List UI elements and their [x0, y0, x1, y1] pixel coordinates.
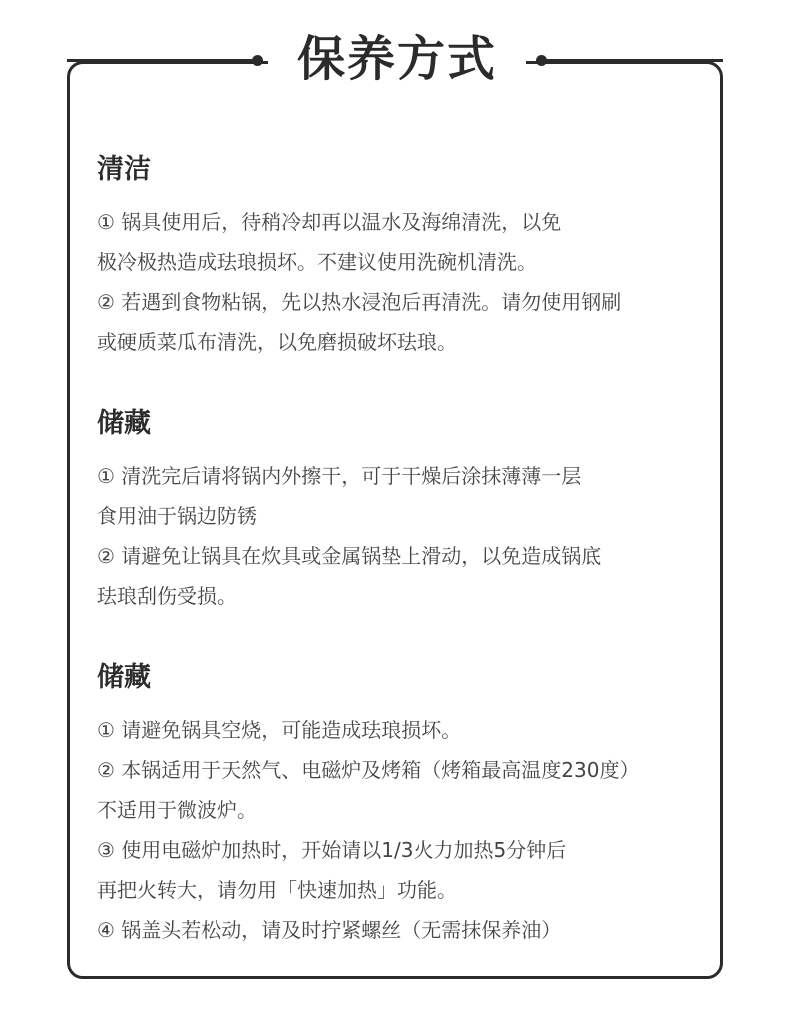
- section-heading: 储藏: [97, 408, 151, 439]
- item-line: ① 清洗完后请将锅内外擦干，可于干燥后涂抹薄薄一层: [97, 464, 582, 488]
- item-line: 食用油于锅边防锈: [97, 504, 257, 528]
- section-usage: [97, 656, 707, 950]
- list-item: [97, 830, 707, 910]
- item-line: 或硬质菜瓜布清洗，以免磨损破坏珐琅。: [97, 330, 457, 354]
- item-line: ② 本锅适用于天然气、电磁炉及烤箱（烤箱最高温度230度）: [97, 758, 640, 782]
- section-heading: 储藏: [97, 662, 151, 693]
- title-dot-left: [252, 55, 263, 66]
- item-line: ② 若遇到食物粘锅，先以热水浸泡后再清洗。请勿使用钢刷: [97, 290, 622, 314]
- item-line: ③ 使用电磁炉加热时，开始请以1/3火力加热5分钟后: [97, 838, 567, 862]
- list-item: [97, 710, 707, 750]
- section-heading: 清洁: [97, 154, 151, 185]
- title-line-left: [67, 59, 252, 62]
- list-item: [97, 910, 707, 950]
- item-line: ④ 锅盖头若松动，请及时拧紧螺丝（无需抹保养油）: [97, 918, 562, 942]
- list-item: [97, 202, 707, 282]
- list-item: [97, 536, 707, 616]
- title-area: [0, 24, 790, 94]
- item-line: ① 请避免锅具空烧，可能造成珐琅损坏。: [97, 718, 462, 742]
- list-item: [97, 282, 707, 362]
- item-line: ② 请避免让锅具在炊具或金属锅垫上滑动，以免造成锅底: [97, 544, 602, 568]
- title-line-right: [545, 59, 723, 62]
- content: [97, 148, 707, 950]
- item-line: 不适用于微波炉。: [97, 798, 257, 822]
- item-line: 极冷极热造成珐琅损坏。不建议使用洗碗机清洗。: [97, 250, 537, 274]
- item-line: 珐琅刮伤受损。: [97, 584, 237, 608]
- section-storage: [97, 402, 707, 616]
- section-cleaning: [97, 148, 707, 362]
- item-line: ① 锅具使用后，待稍冷却再以温水及海绵清洗，以免: [97, 210, 562, 234]
- list-item: [97, 456, 707, 536]
- list-item: [97, 750, 707, 830]
- item-line: 再把火转大，请勿用「快速加热」功能。: [97, 878, 457, 902]
- page-title: 保养方式: [268, 24, 526, 94]
